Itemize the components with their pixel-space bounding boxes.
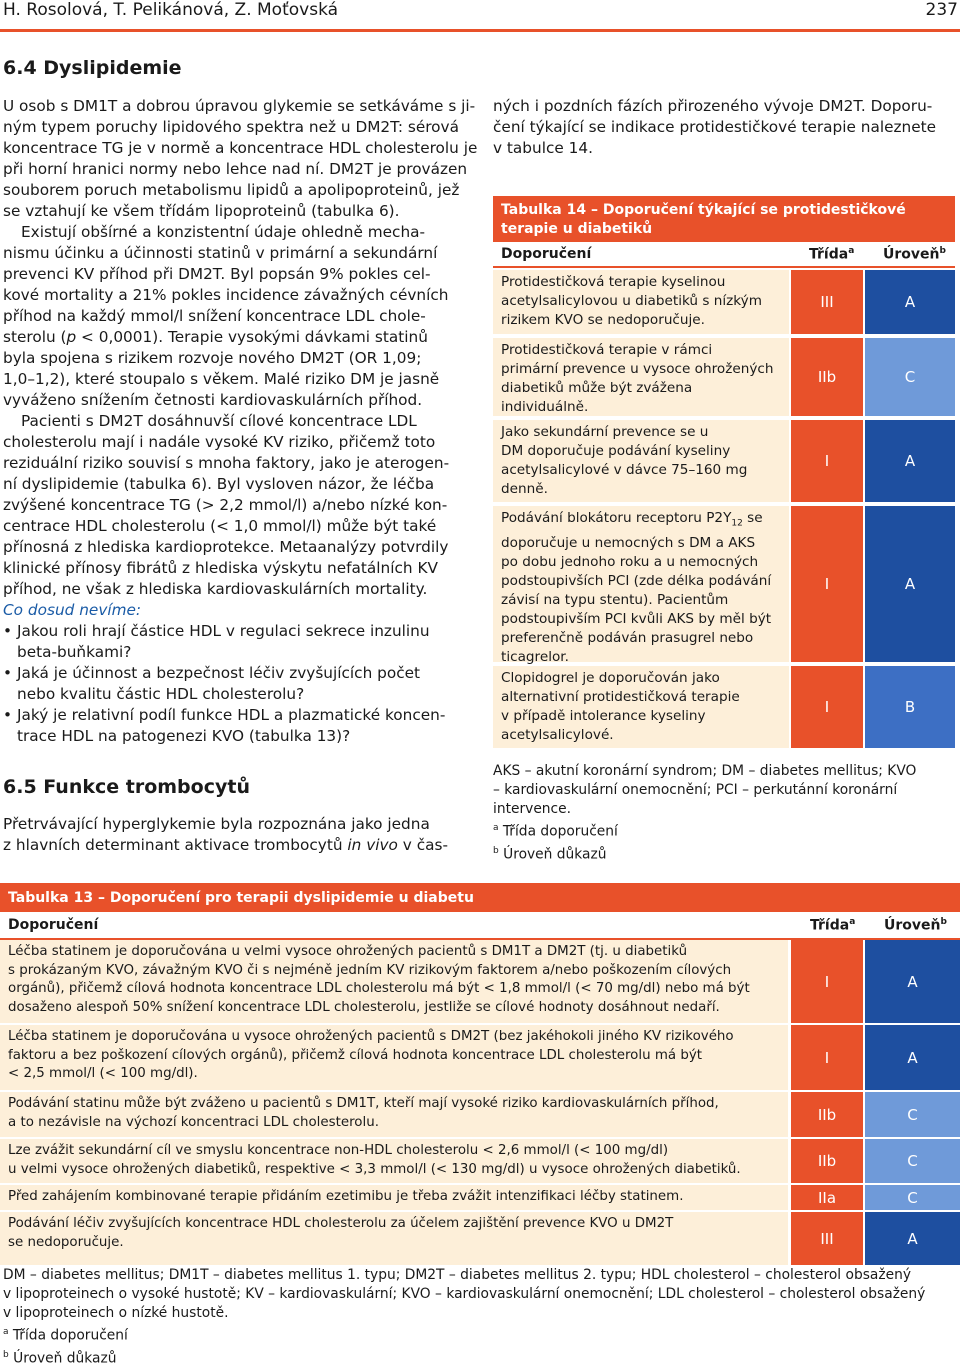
sup-a: a (848, 246, 855, 256)
cell-line: a to nezávisle na výchozí koncentraci LDL cholesterolu. (8, 1114, 379, 1130)
text-line: klinické přínosy fibrátů z hlediska výskytu nefatálních KV (3, 559, 438, 577)
text-line: prevenci KV příhod při DM2T. Byl popsán 9% pokles cel- (3, 265, 431, 283)
text-line: nismu účinku a účinnosti statinů v primární a sekundární (3, 244, 438, 262)
header-authors: H. Rosolová, T. Pelikánová, Z. Moťovská (3, 0, 339, 20)
cell-line: Jako sekundární prevence se u (501, 424, 709, 440)
subscript: 12 (731, 518, 743, 529)
text-line: čení týkající se indikace protidestičkové terapie naleznete (493, 118, 937, 136)
table-13-level-cell: C (865, 1092, 960, 1137)
cell-line: Podávání statinu může být zváženo u pacientů s DM1T, kteří mají vysoké riziko kardiovaskulárních příhod, (8, 1096, 719, 1111)
footnote-marker: a (493, 823, 499, 833)
cell-line: diabetiků může být zvážena (501, 380, 693, 396)
table-14-level-cell: C (865, 338, 955, 416)
footnote-marker: b (3, 1349, 9, 1360)
table-13-row-text (0, 1092, 788, 1137)
cell-line: Léčba statinem je doporučována u vysoce ohrožených pacientů s DM2T (bez jakéhokoli jiného KV rizikového (8, 1029, 734, 1044)
table-13-row-text (0, 1139, 788, 1183)
table-13-class-cell: III (791, 1212, 863, 1265)
footnote-line: v lipoproteinech o vysoké hustotě; KV – kardiovaskulární; KVO – kardiovaskulární onemocnění; LDL cholesterol – cholesterol obsažený (3, 1286, 926, 1302)
table-14-row-text (493, 666, 789, 748)
text-line: 1,0–1,2), které stoupalo s věkem. Malé riziko DM je jasně (3, 370, 440, 388)
table-13-level-cell: A (865, 1025, 960, 1090)
col-header-level-text: Úroveň (883, 246, 940, 263)
text-line: příhod na každý mmol/l snížení koncentrace LDL chole- (3, 307, 426, 325)
text-line: ných i pozdních fázích přirozeného vývoje DM2T. Doporu- (493, 97, 933, 115)
sup-b: b (940, 917, 947, 927)
cell-line: závisí na typu stentu). Pacientům (501, 591, 729, 608)
text-line: souborem poruch metabolismu lipidů a apolipoproteinů, jež (3, 181, 460, 199)
footnote-line: $^a$ Třída doporučení (493, 823, 618, 840)
paragraph-3 (3, 411, 463, 600)
cell-line: preferenčně podáván prasugrel nebo (501, 629, 754, 646)
cell-line: doporučuje u nemocných s DM a AKS (501, 534, 756, 551)
col-header-class-text: Třída (809, 246, 849, 263)
text-line: cholesterolu mají i nadále vysoké KV riziko, přičemž toto (3, 433, 436, 451)
table-13-header (0, 912, 960, 940)
table-13-row-text (0, 1025, 788, 1090)
table-14-row-text (493, 338, 789, 416)
table-14-level-cell: A (865, 506, 955, 662)
table-14-level-cell: B (865, 666, 955, 748)
table-14-level-cell: A (865, 420, 955, 502)
text-line: • Jaká je účinnost a bezpečnost léčiv zvyšujících počet (17, 664, 421, 682)
text-line: • Jaký je relativní podíl funkce HDL a plazmatické koncen- (17, 706, 446, 724)
text-line: příhod, ne však z hlediska kardiovaskulárních mortality. (3, 580, 428, 598)
footnote-line: – kardiovaskulární onemocnění; PCI – perkutánní koronární (493, 782, 898, 798)
footnote-marker: b (493, 845, 499, 856)
cell-line: u velmi vysoce ohrožených diabetiků, respektive < 3,3 mmol/l (< 130 mg/dl) u vysoce ohrožených diabetiků. (8, 1161, 741, 1177)
col-header-level (883, 246, 946, 263)
paragraph-6-5 (3, 814, 463, 856)
section-6-4-body (3, 96, 478, 747)
table-14-title-line: Tabulka 14 – Doporučení týkající se protidestičkové (501, 202, 906, 218)
cell-line: se nedoporučuje. (8, 1234, 124, 1250)
cell-line: orgánů), přičemž cílová hodnota koncentrace LDL cholesterolu má být < 1,8 mmol/l (< 70 mg/dl) nebo má být (8, 981, 750, 996)
paragraph-1 (3, 96, 478, 222)
italic-term: p (66, 328, 77, 346)
table-13-level-cell: A (865, 940, 960, 1023)
section-6-5-body (3, 814, 463, 856)
cell-line: Podávání léčiv zvyšujících koncentrace HDL cholesterolu za účelem zajištění prevence KVO u DM2T (8, 1216, 674, 1231)
text-line: při horní hranici normy nebo lehce nad ní. DM2T je provázen (3, 160, 468, 178)
cell-line: Protidestičková terapie v rámci (501, 342, 713, 358)
cell-line: acetylsalicylovou u diabetiků s nízkým (501, 293, 762, 309)
cell-line: podstoupivším PCI kvůli AKS by měl být (501, 610, 772, 627)
footnote-line: intervence. (493, 801, 572, 817)
table-14-title (493, 196, 955, 242)
section-title-6-5: 6.5 Funkce trombocytů (3, 776, 250, 798)
col-header-class (809, 246, 854, 263)
table-14-row-text (493, 270, 789, 334)
header-rule (0, 29, 960, 32)
text-line: reziduální riziko souvisí s mnoha faktory, jako je aterogen- (3, 454, 450, 472)
col-header-level (884, 917, 947, 934)
bullet-list (3, 621, 463, 747)
cell-line: Lze zvážit sekundární cíl ve smyslu koncentrace non-HDL cholesterolu < 2,6 mmol/l (< 100 mg/dl) (8, 1143, 669, 1158)
table-14-header (493, 242, 955, 268)
col-header-level-text: Úroveň (884, 917, 941, 934)
cell-line: s prokázaným KVO, závažným KVO či s nejméně jedním KV rizikovým faktorem a/nebo poškozením cílových (8, 962, 732, 978)
cell-line: v případě intolerance kyseliny (501, 708, 706, 724)
table-13-row-text (0, 940, 788, 1023)
unknown-heading: Co dosud nevíme: (3, 601, 142, 619)
bullet-item (3, 705, 463, 747)
text-line: U osob s DM1T a dobrou úpravou glykemie se setkáváme s ji- (3, 97, 476, 115)
cell-line: Protidestičková terapie kyselinou (501, 274, 726, 290)
sup-b: b (939, 246, 946, 256)
text-line: vyváženo snížením četnosti kardiovaskulárních příhod. (3, 391, 423, 409)
text-line: Existují obšírné a konzistentní údaje ohledně mecha- (21, 223, 426, 241)
text-line: • Jakou roli hrají částice HDL v regulaci sekrece inzulinu (17, 622, 430, 640)
italic-term: in vivo (347, 836, 398, 854)
table-14-footnotes (493, 762, 955, 864)
bullet-item (3, 621, 463, 663)
table-13-level-cell: C (865, 1139, 960, 1183)
cell-line: faktoru a bez poškození cílových orgánů), přičemž cílová hodnota koncentrace LDL cholesterolu má být (8, 1047, 703, 1063)
cell-line: ticagrelor. (501, 648, 569, 665)
table-13-class-cell: I (791, 940, 863, 1023)
table-13-title: Tabulka 13 – Doporučení pro terapii dyslipidemie u diabetu (0, 886, 960, 912)
text-line: sterolu (p < 0,0001). Terapie vysokými dávkami statinů (3, 328, 428, 346)
section-title-6-4: 6.4 Dyslipidemie (3, 57, 182, 79)
table-13-row-text (0, 1185, 788, 1210)
table-14-class-cell: I (791, 506, 863, 662)
text-line: Pacienti s DM2T dosáhnuvší cílové koncentrace LDL (21, 412, 417, 430)
cell-line: po dobu jednoho roku a u nemocných (501, 553, 759, 570)
paragraph-2 (3, 222, 463, 411)
cell-line: Před zahájením kombinované terapie přidáním ezetimibu je třeba zvážit intenzifikaci léčby statinem. (8, 1189, 684, 1204)
table-14-class-cell: III (791, 270, 863, 334)
text-line: ným typem poruchy lipidového spektra než u DM2T: sérová (3, 118, 459, 136)
cell-line: Podávání blokátoru receptoru $P2Y_{12}$ se (501, 510, 763, 529)
cell-line: < 2,5 mmol/l (< 100 mg/dl). (8, 1066, 198, 1081)
text-line: byla spojena s rizikem rozvoje nového DM2T (OR 1,09; (3, 349, 422, 367)
cell-line: denně. (501, 481, 548, 497)
col-header-recommendation: Doporučení (501, 246, 592, 262)
cell-line: dosaženo alespoň 50% snížení koncentrace LDL cholesterolu, jestliže se cílové hodnoty dosáhnout nedaří. (8, 999, 720, 1015)
text-line: Přetrvávající hyperglykemie byla rozpoznána jako jedna (3, 815, 430, 833)
text-line: kové mortality a 21% pokles incidence závažných cévních (3, 286, 449, 304)
footnote-line: $^a$ Třída doporučení (3, 1327, 128, 1344)
cell-line: DM doporučuje podávání kyseliny (501, 443, 731, 459)
cell-line: acetylsalicylové v dávce 75–160 mg (501, 462, 748, 478)
text-line: zvýšené koncentrace TG (> 2,2 mmol/l) a/nebo nízké kon- (3, 496, 448, 514)
right-column-text (493, 96, 955, 159)
text-line: centrace HDL cholesterolu (< 1,0 mmol/l) může být také (3, 517, 437, 535)
table-14-level-cell: A (865, 270, 955, 334)
table-13-level-cell: C (865, 1185, 960, 1210)
cell-line: podstoupivších PCI (zde délka podávání (501, 572, 772, 589)
table-13-level-cell: A (865, 1212, 960, 1265)
page-number: 237 (925, 0, 958, 20)
cell-line: acetylsalicylové. (501, 727, 614, 743)
table-13-footnotes (3, 1266, 958, 1368)
text-line: se vztahují ke všem třídám lipoproteinů (tabulka 6). (3, 202, 400, 220)
text-line: z hlavních determinant aktivace trombocytů in vivo v čas- (3, 836, 448, 854)
footnote-line: $^b$ Úroveň důkazů (493, 845, 607, 863)
table-13-class-cell: IIb (791, 1139, 863, 1183)
col-header-class (810, 917, 855, 934)
text-line: ní dyslipidemie (tabulka 6). Byl vysloven názor, že léčba (3, 475, 435, 493)
running-header (3, 0, 958, 24)
sup-a: a (849, 917, 856, 927)
cell-line: alternativní protidestičková terapie (501, 689, 740, 705)
table-13-class-cell: IIa (791, 1185, 863, 1210)
text-line: trace HDL na patogenezi KVO (tabulka 13)? (17, 727, 351, 745)
col-header-class-text: Třída (810, 917, 850, 934)
text-line: v tabulce 14. (493, 139, 593, 157)
table-14-row-text (493, 506, 789, 665)
cell-line: Clopidogrel je doporučován jako (501, 670, 720, 686)
text-line: beta-buňkami? (17, 643, 132, 661)
table-14-title-line: terapie u diabetiků (501, 221, 653, 237)
text-line: nebo kvalitu částic HDL cholesterolu? (17, 685, 305, 703)
cell-line: rizikem KVO se nedoporučuje. (501, 312, 705, 328)
text-line: přínosná z hlediska kardioprotekce. Metaanalýzy potvrdily (3, 538, 449, 556)
footnote-line: $^b$ Úroveň důkazů (3, 1349, 117, 1367)
cell-line: Léčba statinem je doporučována u velmi vysoce ohrožených pacientů s DM1T a DM2T (tj. u diabetiků (8, 944, 688, 959)
footnote-line: DM – diabetes mellitus; DM1T – diabetes mellitus 1. typu; DM2T – diabetes mellitus 2. typu; HDL cholesterol – cholesterol obsažený (3, 1267, 911, 1283)
table-14-class-cell: I (791, 666, 863, 748)
table-14-class-cell: I (791, 420, 863, 502)
cell-line: individuálně. (501, 399, 589, 415)
text-line: koncentrace TG je v normě a koncentrace HDL cholesterolu je (3, 139, 478, 157)
col-header-recommendation: Doporučení (8, 917, 99, 933)
table-13-row-text (0, 1212, 788, 1265)
table-14-row-text (493, 420, 789, 502)
footnote-marker: a (3, 1327, 9, 1337)
table-14-class-cell: IIb (791, 338, 863, 416)
table-13-class-cell: I (791, 1025, 863, 1090)
bullet-item (3, 663, 463, 705)
right-paragraph (493, 96, 955, 159)
table-13-class-cell: IIb (791, 1092, 863, 1137)
cell-line: primární prevence u vysoce ohrožených (501, 361, 774, 377)
footnote-line: v lipoproteinech o nízké hustotě. (3, 1305, 229, 1321)
footnote-line: AKS – akutní koronární syndrom; DM – diabetes mellitus; KVO (493, 763, 917, 779)
